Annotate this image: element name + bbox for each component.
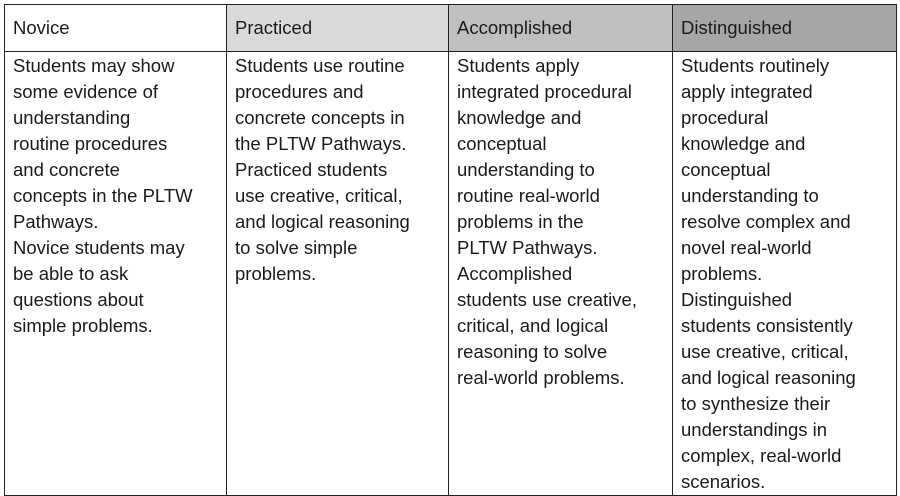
distinguished-line: and logical reasoning	[681, 367, 856, 388]
rubric-table	[4, 4, 897, 496]
distinguished-line: apply integrated	[681, 81, 813, 102]
accomplished-line: Students apply	[457, 55, 580, 76]
novice-line: and concrete	[13, 159, 120, 180]
practiced-line: use creative, critical,	[235, 185, 403, 206]
novice-line: routine procedures	[13, 133, 168, 154]
cell-distinguished	[673, 52, 897, 496]
novice-line: some evidence of	[13, 81, 159, 102]
cell-accomplished	[449, 52, 673, 496]
distinguished-line: complex, real-world	[681, 445, 842, 466]
distinguished-line: scenarios.	[681, 471, 766, 492]
distinguished-line: use creative, critical,	[681, 341, 849, 362]
practiced-line: to solve simple	[235, 237, 358, 258]
distinguished-line: to synthesize their	[681, 393, 831, 414]
novice-line: concepts in the PLTW	[13, 185, 193, 206]
cell-practiced	[227, 52, 449, 496]
distinguished-line: knowledge and	[681, 133, 806, 154]
novice-line: be able to ask	[13, 263, 129, 284]
accomplished-line: understanding to	[457, 159, 595, 180]
practiced-line: problems.	[235, 263, 317, 284]
header-novice: Novice	[5, 5, 227, 52]
practiced-line: and logical reasoning	[235, 211, 410, 232]
novice-line: questions about	[13, 289, 144, 310]
distinguished-line: novel real-world	[681, 237, 812, 258]
practiced-line: Practiced students	[235, 159, 388, 180]
novice-line: understanding	[13, 107, 131, 128]
distinguished-line: conceptual	[681, 159, 771, 180]
accomplished-line: PLTW Pathways.	[457, 237, 598, 258]
accomplished-line: integrated procedural	[457, 81, 632, 102]
accomplished-line: knowledge and	[457, 107, 582, 128]
header-accomplished: Accomplished	[449, 5, 673, 52]
practiced-line: concrete concepts in	[235, 107, 405, 128]
header-distinguished: Distinguished	[673, 5, 897, 52]
accomplished-line: routine real-world	[457, 185, 600, 206]
description-row	[5, 52, 897, 496]
header-practiced: Practiced	[227, 5, 449, 52]
practiced-line: Students use routine	[235, 55, 405, 76]
distinguished-line: Distinguished	[681, 289, 793, 310]
accomplished-line: Accomplished	[457, 263, 573, 284]
distinguished-line: students consistently	[681, 315, 853, 336]
distinguished-line: problems.	[681, 263, 763, 284]
novice-line: Novice students may	[13, 237, 185, 258]
accomplished-line: problems in the	[457, 211, 584, 232]
novice-line: Pathways.	[13, 211, 99, 232]
distinguished-line: Students routinely	[681, 55, 830, 76]
cell-novice	[5, 52, 227, 496]
accomplished-line: reasoning to solve	[457, 341, 608, 362]
distinguished-line: understandings in	[681, 419, 828, 440]
distinguished-line: resolve complex and	[681, 211, 851, 232]
novice-line: Students may show	[13, 55, 175, 76]
practiced-line: procedures and	[235, 81, 364, 102]
accomplished-line: critical, and logical	[457, 315, 609, 336]
novice-line: simple problems.	[13, 315, 153, 336]
header-row	[5, 5, 897, 52]
accomplished-line: conceptual	[457, 133, 547, 154]
accomplished-line: real-world problems.	[457, 367, 625, 388]
accomplished-line: students use creative,	[457, 289, 637, 310]
practiced-line: the PLTW Pathways.	[235, 133, 407, 154]
distinguished-line: understanding to	[681, 185, 819, 206]
distinguished-line: procedural	[681, 107, 769, 128]
